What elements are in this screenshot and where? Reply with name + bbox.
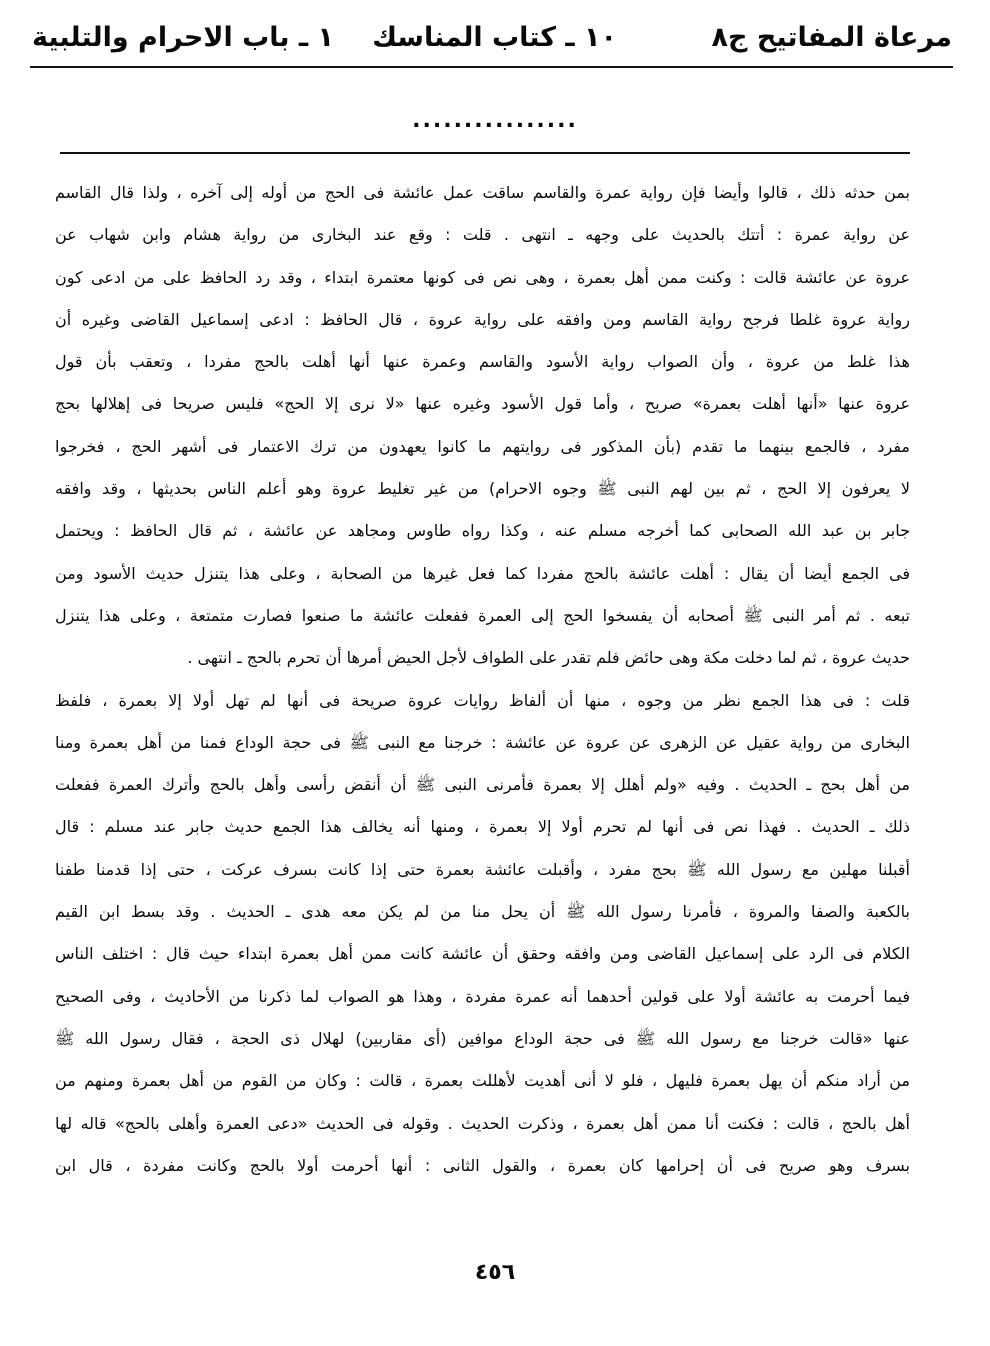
- text-line: عروة عنها «أنها أهلت بعمرة» صريح ، وأما قول الأسود وغيره عنها «لا نرى إلا الحج» فليس صريحا فى إهلالها بحج: [55, 394, 910, 414]
- text-line: بالكعبة والصفا والمروة ، فأمرنا رسول الله ﷺ أن يحل منا من لم يكن معه هدى ـ الحديث . وقد بسط ابن القيم: [55, 902, 910, 922]
- header-rule: [30, 66, 953, 68]
- text-line: من أراد منكم أن يهل بعمرة فليهل ، فلو لا أنى أهديت لأهللت بعمرة ، قالت : وكان من القوم من أهل بعمرة ومنهم من: [55, 1071, 910, 1091]
- text-line: فى الجمع أيضا أن يقال : أهلت عائشة بالحج مفردا كما فعل غيرها من الصحابة ، وعلى هذا يتنزل حديث الأسود ومن: [55, 563, 910, 583]
- book-section: ١٠ ـ كتاب المناسك: [372, 22, 617, 53]
- page-number: ٤٥٦: [474, 1260, 516, 1285]
- text-line: حديث عروة ، ثم لما دخلت مكة وهى حائض فلم تقدر على الطواف لأجل الحيض أمرها أن تحرم بالحج ـ انتهى .: [187, 648, 910, 668]
- text-line: جابر بن عبد الله الصحابى كما أخرجه مسلم عنه ، وكذا رواه طاوس ومجاهد عن عائشة ، ثم قال الحافظ : ويحتمل: [55, 521, 910, 541]
- body-text: [55, 172, 910, 1187]
- text-line: بسرف وهو صريح فى أن إحرامها كان بعمرة ، والقول الثانى : أنها أحرمت أولا بالحج وكانت مفردة ، قال ابن: [55, 1155, 910, 1175]
- text-line: الكلام فى الرد على إسماعيل القاضى ومن وافقه وحقق أن عائشة كانت ممن أهل بعمرة ابتداء حيث قال : اختلف الناس: [55, 944, 910, 964]
- text-line: البخارى من رواية عقيل عن الزهرى عن عروة عن عائشة : خرجنا مع النبى ﷺ فى حجة الوداع فمنا من أهل بعمرة ومنا: [55, 732, 910, 752]
- text-line: لا يعرفون إلا الحج ، ثم بين لهم النبى ﷺ وجوه الاحرام) من غير تغليط عروة وهو أعلم الناس بحديثها ، وقد وافقه: [55, 479, 910, 499]
- text-line: فيما أحرمت به عائشة أولا على قولين أحدهما أنه عمرة مفردة ، وهذا هو الصواب لما ذكرنا من الأحاديث ، وفى الصحيح: [55, 986, 910, 1006]
- separator-dots: ................: [412, 108, 578, 133]
- text-line: رواية عروة غلطا فرجح رواية القاسم ومن وافقه على رواية عروة ، قال الحافظ : ادعى إسماعيل القاضى وغيره أن: [55, 309, 910, 329]
- text-line: هذا غلط من عروة ، وأن الصواب رواية الأسود والقاسم وعمرة عنها أنها أهلت بالحج مفردا ، وتعقب بأن قول: [55, 352, 910, 372]
- chapter-title: ١ ـ باب الاحرام والتلبية: [32, 22, 335, 53]
- text-line: أقبلنا مهلين مع رسول الله ﷺ بحج مفرد ، وأقبلت عائشة بعمرة حتى إذا كانت بسرف عركت ، حتى إذا قدمنا طفنا: [55, 859, 910, 879]
- text-line: أهل بالحج ، قالت : فكنت أنا ممن أهل بعمرة ، وذكرت الحديث . وقوله فى الحديث «دعى العمرة وأهلى بالحج» قاله لها: [55, 1113, 910, 1133]
- running-header: [32, 18, 952, 66]
- text-line: مفرد ، فالجمع بينهما ما تقدم (بأن المذكور فى روايتهم ما كانوا يعهدون من ترك الاعتمار فى أشهر الحج ، فخرجوا: [55, 436, 910, 456]
- text-line: عروة عن عائشة قالت : وكنت ممن أهل بعمرة ، وهى نص فى كونها معتمرة ابتداء ، وقد رد الحافظ على من ادعى كون: [55, 267, 910, 287]
- text-line: تبعه . ثم أمر النبى ﷺ أصحابه أن يفسخوا الحج إلى العمرة ففعلت عائشة ما صنعوا فصارت متمتعة ، وعلى هذا يتنزل: [55, 605, 910, 625]
- text-line: عن رواية عمرة : أتتك بالحديث على وجهه ـ انتهى . قلت : وقع عند البخارى من رواية هشام وابن شهاب عن: [55, 225, 910, 245]
- text-line: ذلك ـ الحديث . فهذا نص فى أنها لم تحرم أولا إلا بعمرة ، ومنها أنه يخالف هذا الجمع حديث جابر عند مسلم : قال: [55, 817, 910, 837]
- text-line: من أهل بحج ـ الحديث . وفيه «ولم أهلل إلا بعمرة فأمرنى النبى ﷺ أن أنقض رأسى وأهل بالحج وأترك العمرة ففعلت: [55, 775, 910, 795]
- text-line: قلت : فى هذا الجمع نظر من وجوه ، منها أن ألفاظ روايات عروة صريحة فى أنها لم تهل أولا إلا بعمرة ، فلفظ: [55, 690, 910, 710]
- text-line: بمن حدثه ذلك ، قالوا وأيضا فإن رواية عمرة والقاسم ساقت عمل عائشة فى الحج من أوله إلى آخره ، ولذا قال القاسم: [55, 183, 910, 202]
- content-rule: [60, 152, 910, 154]
- text-line: عنها «قالت خرجنا مع رسول الله ﷺ فى حجة الوداع موافين (أى مقاربين) لهلال ذى الحجة ، فقال رسول الله ﷺ: [55, 1028, 910, 1048]
- book-title: مرعاة المفاتيح ج٨: [711, 22, 952, 53]
